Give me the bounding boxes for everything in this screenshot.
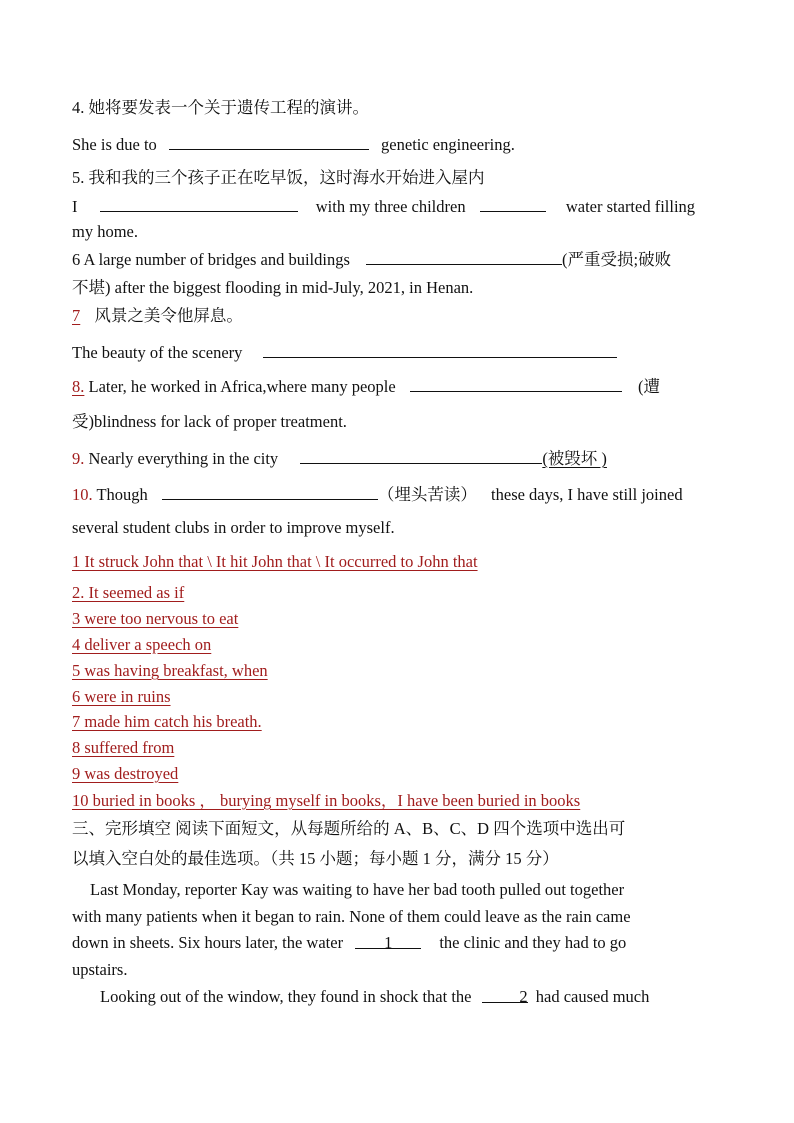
q6-hint-end: 不堪)	[72, 278, 111, 297]
q5-post: water started filling	[565, 197, 696, 216]
q8-pre: Later, he worked in Africa,where many people	[84, 377, 396, 396]
answer-2: 2. It seemed as if	[72, 583, 185, 602]
answer-1: 1 It struck John that \ It hit John that \ It occurred to John that	[72, 552, 478, 571]
passage-line-3	[72, 932, 626, 954]
q4-pre: She is due to	[72, 135, 157, 154]
q10-number: 10.	[72, 485, 93, 504]
q9-blank[interactable]	[300, 447, 542, 464]
q9-number: 9.	[72, 449, 85, 468]
q9-hint: (被毁坏 )	[542, 449, 607, 468]
q10-blank[interactable]	[162, 483, 378, 500]
q8-sentence	[72, 375, 660, 398]
q4-sentence	[72, 133, 515, 156]
answer-10: 10 buried in books ， burying myself in books，I have been buried in books	[72, 791, 581, 810]
q5-prompt: 5. 我和我的三个孩子正在吃早饭，这时海水开始进入屋内	[72, 168, 485, 187]
q7-number: 7	[72, 306, 81, 325]
answer-6: 6 were in ruins	[72, 687, 171, 706]
passage-line-3-post: the clinic and they had to go	[439, 933, 627, 952]
section3-heading-cont: 以填入空白处的最佳选项。（共 15 小题；每小题 1 分，满分 15 分）	[72, 849, 559, 868]
q4-post: genetic engineering.	[381, 135, 515, 154]
answer-7: 7 made him catch his breath.	[72, 712, 262, 731]
q7-blank[interactable]	[263, 341, 617, 358]
q7-sentence	[72, 341, 617, 364]
q10-post: these days, I have still joined	[491, 485, 683, 504]
q8-blank[interactable]	[410, 375, 622, 392]
q7-prompt	[72, 305, 243, 327]
q8-continuation: 受)blindness for lack of proper treatment.	[72, 412, 347, 431]
passage-line-5	[100, 986, 649, 1008]
q10-hint: （埋头苦读）	[377, 485, 477, 504]
passage-line-2: with many patients when it began to rain. None of them could leave as the rain came	[72, 907, 631, 926]
q6-cont: after the biggest flooding in mid-July, 2021, in Henan.	[110, 278, 474, 297]
q7-chinese: 风景之美令他屏息。	[94, 306, 243, 325]
cloze-blank-2-number: 2	[519, 987, 528, 1006]
q8-number: 8.	[72, 377, 85, 396]
q9-sentence	[72, 447, 607, 470]
q6-pre: 6 A large number of bridges and buildings	[72, 250, 350, 269]
q5-mid: with my three children	[315, 197, 466, 216]
answer-9: 9 was destroyed	[72, 764, 179, 783]
q6-hint: (严重受损;破败	[562, 250, 672, 269]
q10-sentence	[72, 483, 683, 506]
q8-hint: (遭	[637, 377, 660, 396]
q5-blank-1[interactable]	[100, 195, 298, 212]
q5-word-i: I	[72, 197, 78, 216]
answer-5: 5 was having breakfast, when	[72, 661, 268, 680]
q4-prompt: 4. 她将要发表一个关于遗传工程的演讲。	[72, 98, 369, 117]
passage-line-5-post: had caused much	[535, 987, 650, 1006]
passage-line-1: Last Monday, reporter Kay was waiting to have her bad tooth pulled out together	[90, 880, 625, 899]
q9-pre: Nearly everything in the city	[84, 449, 279, 468]
q5-continuation: my home.	[72, 222, 138, 241]
cloze-blank-2[interactable]	[482, 986, 528, 1006]
q6-sentence	[72, 248, 671, 271]
answer-8: 8 suffered from	[72, 738, 175, 757]
cloze-blank-1[interactable]	[355, 932, 421, 952]
q6-blank[interactable]	[366, 248, 562, 265]
passage-line-5-pre: Looking out of the window, they found in shock that the	[100, 987, 472, 1006]
q6-continuation	[72, 277, 473, 299]
cloze-blank-1-number: 1	[384, 933, 393, 952]
passage-line-4: upstairs.	[72, 960, 128, 979]
section3-heading: 三、完形填空 阅读下面短文，从每题所给的 A、B、C、D 四个选项中选出可	[72, 819, 626, 838]
q10-pre: Though	[92, 485, 148, 504]
passage-line-3-pre: down in sheets. Six hours later, the water	[72, 933, 344, 952]
q7-pre: The beauty of the scenery	[72, 343, 243, 362]
q5-blank-2[interactable]	[480, 195, 546, 212]
q10-continuation: several student clubs in order to improve myself.	[72, 518, 395, 537]
answer-4: 4 deliver a speech on	[72, 635, 212, 654]
answer-3: 3 were too nervous to eat	[72, 609, 239, 628]
q5-sentence	[72, 195, 695, 218]
q4-blank[interactable]	[169, 133, 369, 150]
